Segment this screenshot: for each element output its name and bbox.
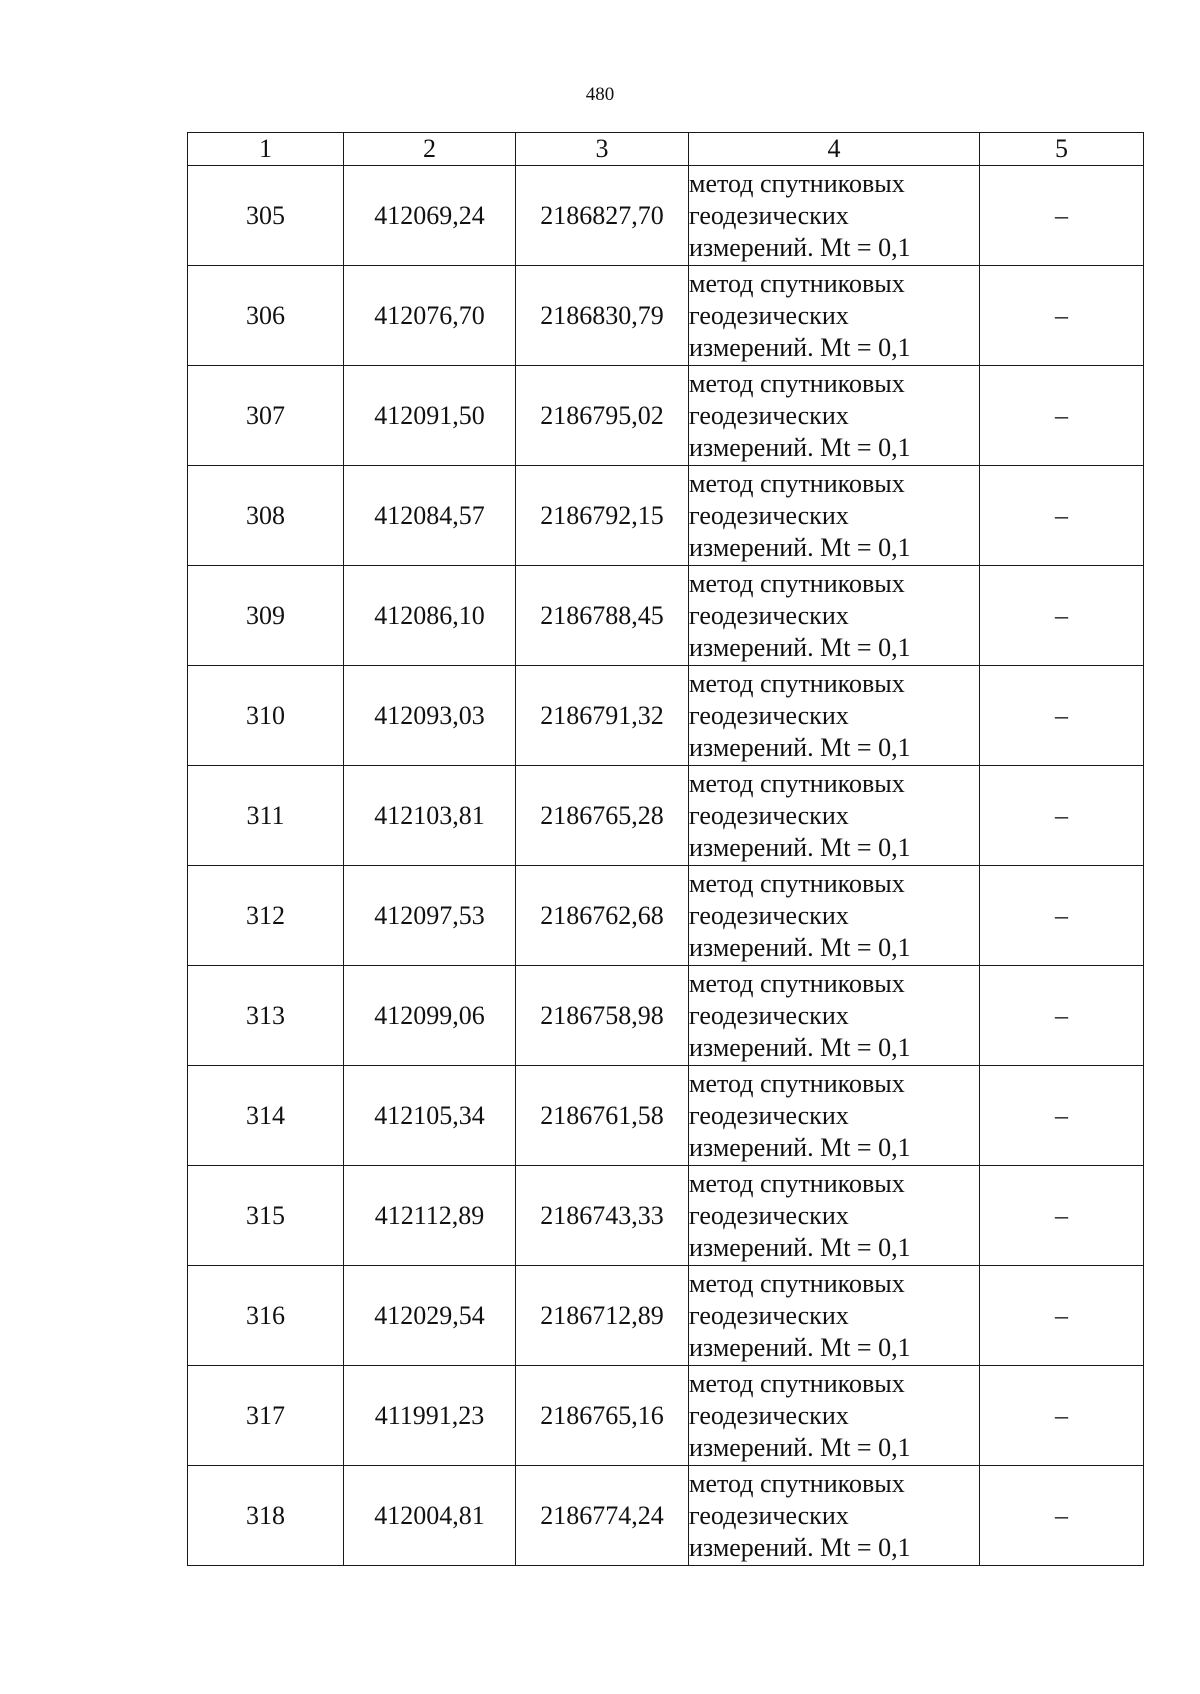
method-line: метод спутниковых: [689, 468, 905, 498]
point-number-cell: 317: [188, 1366, 344, 1466]
page-number: 480: [585, 84, 615, 105]
point-number-cell: 307: [188, 366, 344, 466]
table-row: [188, 1266, 1144, 1366]
method-line: измерений. Mt = 0,1: [689, 632, 911, 662]
column-5-cell: –: [980, 966, 1144, 1066]
header-cell: 1: [188, 133, 344, 166]
x-coordinate-cell: 412086,10: [344, 566, 516, 666]
method-line: метод спутниковых: [689, 868, 905, 898]
point-number-cell: 306: [188, 266, 344, 366]
table-row: [188, 1066, 1144, 1166]
method-cell: [689, 266, 980, 366]
table-row: [188, 666, 1144, 766]
point-number-cell: 313: [188, 966, 344, 1066]
y-coordinate-cell: 2186743,33: [516, 1166, 689, 1266]
y-coordinate-cell: 2186792,15: [516, 466, 689, 566]
table-row: [188, 1366, 1144, 1466]
header-cell: 4: [689, 133, 980, 166]
point-number-cell: 305: [188, 166, 344, 266]
y-coordinate-cell: 2186758,98: [516, 966, 689, 1066]
y-coordinate-cell: 2186712,89: [516, 1266, 689, 1366]
method-line: метод спутниковых: [689, 168, 905, 198]
column-5-cell: –: [980, 666, 1144, 766]
table-row: [188, 466, 1144, 566]
point-number-cell: 308: [188, 466, 344, 566]
method-cell: [689, 1166, 980, 1266]
point-number-cell: 315: [188, 1166, 344, 1266]
y-coordinate-cell: 2186762,68: [516, 866, 689, 966]
y-coordinate-cell: 2186795,02: [516, 366, 689, 466]
x-coordinate-cell: 412004,81: [344, 1466, 516, 1566]
method-line: геодезических: [689, 1300, 849, 1330]
method-line: метод спутниковых: [689, 1368, 905, 1398]
method-line: метод спутниковых: [689, 1268, 905, 1298]
method-cell: [689, 866, 980, 966]
y-coordinate-cell: 2186791,32: [516, 666, 689, 766]
table-row: [188, 566, 1144, 666]
table-row: [188, 766, 1144, 866]
x-coordinate-cell: 412084,57: [344, 466, 516, 566]
method-cell: [689, 966, 980, 1066]
method-line: измерений. Mt = 0,1: [689, 732, 911, 762]
column-5-cell: –: [980, 1166, 1144, 1266]
method-line: измерений. Mt = 0,1: [689, 1332, 911, 1362]
method-cell: [689, 466, 980, 566]
method-cell: [689, 766, 980, 866]
table-row: [188, 1166, 1144, 1266]
method-line: геодезических: [689, 700, 849, 730]
method-line: геодезических: [689, 400, 849, 430]
x-coordinate-cell: 412069,24: [344, 166, 516, 266]
y-coordinate-cell: 2186774,24: [516, 1466, 689, 1566]
method-cell: [689, 366, 980, 466]
column-5-cell: –: [980, 1266, 1144, 1366]
point-number-cell: 311: [188, 766, 344, 866]
method-line: геодезических: [689, 800, 849, 830]
method-line: геодезических: [689, 1500, 849, 1530]
column-5-cell: –: [980, 1366, 1144, 1466]
x-coordinate-cell: 412097,53: [344, 866, 516, 966]
method-line: метод спутниковых: [689, 668, 905, 698]
method-line: геодезических: [689, 500, 849, 530]
point-number-cell: 312: [188, 866, 344, 966]
method-cell: [689, 1066, 980, 1166]
method-line: измерений. Mt = 0,1: [689, 332, 911, 362]
method-line: метод спутниковых: [689, 568, 905, 598]
point-number-cell: 310: [188, 666, 344, 766]
method-cell: [689, 566, 980, 666]
header-cell: 5: [980, 133, 1144, 166]
point-number-cell: 316: [188, 1266, 344, 1366]
x-coordinate-cell: 412099,06: [344, 966, 516, 1066]
method-line: метод спутниковых: [689, 768, 905, 798]
method-line: геодезических: [689, 200, 849, 230]
table-row: [188, 266, 1144, 366]
x-coordinate-cell: 412029,54: [344, 1266, 516, 1366]
method-line: геодезических: [689, 1000, 849, 1030]
column-5-cell: –: [980, 566, 1144, 666]
header-cell: 2: [344, 133, 516, 166]
column-5-cell: –: [980, 1066, 1144, 1166]
y-coordinate-cell: 2186827,70: [516, 166, 689, 266]
method-line: измерений. Mt = 0,1: [689, 1432, 911, 1462]
y-coordinate-cell: 2186830,79: [516, 266, 689, 366]
x-coordinate-cell: 412091,50: [344, 366, 516, 466]
column-5-cell: –: [980, 466, 1144, 566]
method-line: измерений. Mt = 0,1: [689, 232, 911, 262]
x-coordinate-cell: 412103,81: [344, 766, 516, 866]
method-line: измерений. Mt = 0,1: [689, 532, 911, 562]
point-number-cell: 314: [188, 1066, 344, 1166]
method-cell: [689, 666, 980, 766]
method-cell: [689, 1266, 980, 1366]
column-5-cell: –: [980, 1466, 1144, 1566]
method-line: геодезических: [689, 300, 849, 330]
method-line: метод спутниковых: [689, 1468, 905, 1498]
method-line: метод спутниковых: [689, 1168, 905, 1198]
method-line: измерений. Mt = 0,1: [689, 1232, 911, 1262]
method-line: геодезических: [689, 1200, 849, 1230]
table-row: [188, 166, 1144, 266]
y-coordinate-cell: 2186788,45: [516, 566, 689, 666]
table-row: [188, 366, 1144, 466]
header-row: [188, 133, 1144, 166]
column-5-cell: –: [980, 366, 1144, 466]
column-5-cell: –: [980, 766, 1144, 866]
method-cell: [689, 1466, 980, 1566]
x-coordinate-cell: 412105,34: [344, 1066, 516, 1166]
coordinates-table: [187, 132, 1144, 1566]
column-5-cell: –: [980, 166, 1144, 266]
x-coordinate-cell: 412076,70: [344, 266, 516, 366]
x-coordinate-cell: 412093,03: [344, 666, 516, 766]
column-5-cell: –: [980, 266, 1144, 366]
x-coordinate-cell: 411991,23: [344, 1366, 516, 1466]
y-coordinate-cell: 2186761,58: [516, 1066, 689, 1166]
method-line: измерений. Mt = 0,1: [689, 1132, 911, 1162]
table-row: [188, 866, 1144, 966]
column-5-cell: –: [980, 866, 1144, 966]
y-coordinate-cell: 2186765,28: [516, 766, 689, 866]
method-cell: [689, 1366, 980, 1466]
method-line: измерений. Mt = 0,1: [689, 1532, 911, 1562]
method-line: геодезических: [689, 1100, 849, 1130]
method-line: метод спутниковых: [689, 968, 905, 998]
table-row: [188, 1466, 1144, 1566]
method-line: метод спутниковых: [689, 1068, 905, 1098]
method-line: метод спутниковых: [689, 268, 905, 298]
header-cell: 3: [516, 133, 689, 166]
method-line: метод спутниковых: [689, 368, 905, 398]
point-number-cell: 318: [188, 1466, 344, 1566]
method-line: измерений. Mt = 0,1: [689, 832, 911, 862]
method-line: измерений. Mt = 0,1: [689, 932, 911, 962]
table-row: [188, 966, 1144, 1066]
x-coordinate-cell: 412112,89: [344, 1166, 516, 1266]
method-cell: [689, 166, 980, 266]
y-coordinate-cell: 2186765,16: [516, 1366, 689, 1466]
method-line: измерений. Mt = 0,1: [689, 432, 911, 462]
table-body: [188, 133, 1144, 1566]
method-line: геодезических: [689, 600, 849, 630]
point-number-cell: 309: [188, 566, 344, 666]
method-line: геодезических: [689, 900, 849, 930]
method-line: геодезических: [689, 1400, 849, 1430]
method-line: измерений. Mt = 0,1: [689, 1032, 911, 1062]
